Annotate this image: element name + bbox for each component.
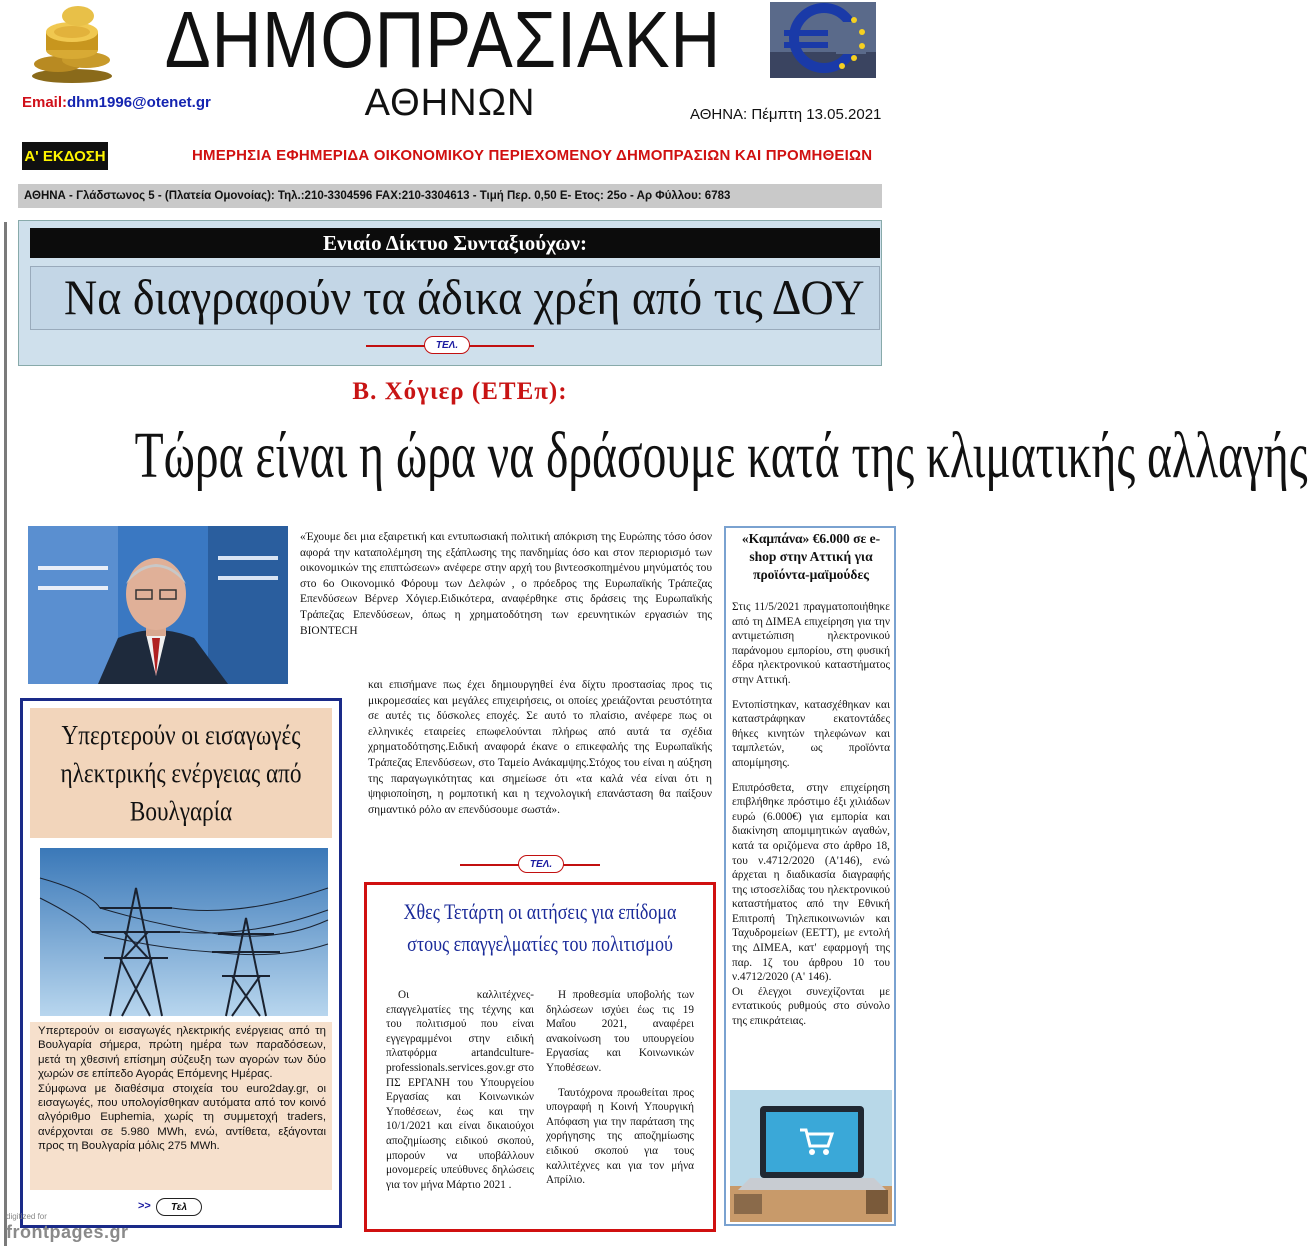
culture-headline: Χθες Τετάρτη οι αιτήσεις για επίδομα στους επαγγελματίες του πολιτισμού bbox=[403, 899, 677, 956]
newspaper-title: ΔΗΜΟΠΡΑΣΙΑΚΗ bbox=[164, 0, 722, 84]
right-body bbox=[732, 600, 890, 1039]
frontpages-watermark: frontpages.gr bbox=[6, 1222, 129, 1242]
right-paragraph: Εντοπίστηκαν, κατασχέθηκαν και καταστράφηκαν εκατοντάδες θήκες κινητών τηλεφώνων και ταμπλετών, ως προϊόντα απομίμησης. bbox=[732, 698, 890, 769]
lead-kicker: Ενιαίο Δίκτυο Συνταξιούχων: bbox=[30, 228, 880, 258]
culture-column-2 bbox=[546, 988, 694, 1188]
email-label: Email: bbox=[22, 94, 68, 111]
right-paragraph: Στις 11/5/2021 πραγματοποιήθηκε από τη ΔΙΜΕΑ επιχείρηση για την αντιμετώπιση ηλεκτρονικού παράνομου εμπορίου, στη φυσική έδρα ηλεκτρονικού καταστήματος στην Αττική. bbox=[732, 601, 890, 686]
newspaper-subtitle: ΑΘΗΝΩΝ bbox=[364, 82, 536, 124]
lead-headline: Να διαγραφούν τα άδικα χρέη από τις ΔΟΥ bbox=[64, 269, 865, 325]
culture-column-1 bbox=[386, 988, 534, 1192]
portrait-photo bbox=[28, 526, 288, 684]
second-end-marker: ΤΕΛ. bbox=[518, 855, 564, 873]
lead-end-marker: ΤΕΛ. bbox=[424, 336, 470, 354]
right-paragraph: Οι έλεγχοι συνεχίζονται με εντατικούς ρυθμούς στο σύνολο της επικράτειας. bbox=[732, 985, 890, 1028]
email-value: dhm1996@otenet.gr bbox=[67, 94, 211, 111]
second-kicker: Β. Χόγιερ (ΕΤΕπ): bbox=[352, 378, 568, 405]
right-headline: «Καμπάνα» €6.000 σε e-shop στην Αττική για προϊόντα-μαϊμούδες bbox=[741, 531, 881, 582]
energy-paragraph: Υπερτερούν οι εισαγωγές ηλεκτρικής ενέργειας από τη Βουλγαρία σήμερα, πρώτη ημέρα των παραδόσεων, μετά τη χθεσινή επίσημη σύζευξη των αγορών των δύο χωρών σε επίπεδο Αγοράς Επόμενης Ημέρας. bbox=[38, 1025, 326, 1081]
page-left-rule bbox=[4, 222, 7, 1246]
email-contact bbox=[22, 94, 211, 111]
issue-date: ΑΘΗΝΑ: Πέμπτη 13.05.2021 bbox=[690, 106, 882, 123]
second-paragraph-2: και επισήμανε πως έχει δημιουργηθεί ένα δίχτυ προστασίας προς τις μικρομεσαίες και μεγάλες επιχειρήσεις, οι οποίες χρειάζονται ρευστότητα σε αυτές τις δύσκολες εποχές. Σε αυτό το πλαίσιο, ανέφερε πως οι ελληνικές εταιρείες επωφελούνται πλήρως από αυτά τα σχέδια χρηματοδότησης.Ειδική αναφορά έκανε ο επικεφαλής της Ευρωπαϊκής Τράπεζας Επενδύσεων, στο Ταμείο Ανάκαμψης.Στόχος του είναι η αύξηση της παραγωγικότητας και σημείωσε ότι «τα καλά νέα είναι ότι η ψηφιοποίηση, η ρομποτική και η τεχνολογική επανάσταση θα παίξουν σημαντικό ρόλο αν επενδύσουμε σωστά». bbox=[368, 679, 712, 816]
energy-paragraph: Σύμφωνα με διαθέσιμα στοιχεία του euro2day.gr, οι εισαγωγές, που υπολογίσθηκαν αυτόματα από τον κοινό αλγόριθμο Euphemia, χωρίς τη συμμετοχή traders, ανέρχονται σε 5.980 MWh, ενώ, αντίθετα, εξάγονται προς τη Βουλγαρία μόλις 275 MWh. bbox=[38, 1082, 326, 1153]
second-headline: Τώρα είναι η ώρα να δράσουμε κατά της κλιματικής αλλαγής bbox=[134, 419, 1308, 492]
edition-badge: Α' ΕΚΔΟΣΗ bbox=[22, 142, 108, 170]
energy-headline: Υπερτερούν οι εισαγωγές ηλεκτρικής ενέργειας από Βουλγαρία bbox=[60, 720, 302, 826]
euro-logo bbox=[770, 2, 876, 78]
energy-continue-arrows: >> bbox=[138, 1200, 151, 1212]
digitized-label: digitized for bbox=[6, 1212, 47, 1221]
second-paragraph-1: «Έχουμε δει μια εξαιρετική και εντυπωσιακή πολιτική απόκριση της Ευρώπης τόσο όσον αφορά την καταπολέμηση της εξάπλωσης της πανδημίας όσο και στον περιορισμό των οικονομικών της επιπτώσεων» ανέφερε στην αρχή του βιντεοσκοπημένου μηνύματός του στο 6ο Οικονομικό Φόρουμ των Δελφών , ο πρόεδρος της Ευρωπαϊκής Τράπεζας Επενδύσεων Βέρνερ Χόγιερ.Ειδικότερα, αναφέρθηκε στις δράσεις της Ευρωπαϊκής Τράπεζας Επενδύσεων, όπως η χρηματοδότηση των ερευνητικών εργασιών της BIONTECH bbox=[300, 531, 712, 637]
power-pylons-photo bbox=[40, 848, 328, 1016]
culture-paragraph: Η προθεσμία υποβολής των δηλώσεων ισχύει έως τις 19 Μαΐου 2021, αναφέρει ανακοίνωση του υπουργείου Εργασίας και Κοινωνικών Υποθέσεων. bbox=[546, 989, 694, 1074]
culture-paragraph: Ταυτόχρονα προωθείται προς υπογραφή η Κοινή Υπουργική Απόφαση για την παράταση της χορήγησης της αποζημίωσης ειδικού σκοπού για τους καλλιτέχνες και για τον μήνα Απρίλιο. bbox=[546, 1086, 694, 1187]
publisher-info-bar: ΑΘΗΝΑ - Γλάδστωνος 5 - (Πλατεία Ομονοίας): Τηλ.:210-3304596 FAX:210-3304613 - Τιμή Περ. 0,50 Ε- Ετος: 25ο - Αρ Φύλλου: 6783 bbox=[18, 184, 882, 208]
newspaper-tagline: ΗΜΕΡΗΣΙΑ ΕΦΗΜΕΡΙΔΑ ΟΙΚΟΝΟΜΙΚΟΥ ΠΕΡΙΕΧΟΜΕΝΟΥ ΔΗΜΟΠΡΑΣΙΩΝ ΚΑΙ ΠΡΟΜΗΘΕΙΩΝ bbox=[192, 147, 873, 164]
gold-coins-logo bbox=[28, 2, 116, 84]
energy-body bbox=[38, 1024, 326, 1154]
laptop-eshop-photo bbox=[730, 1090, 892, 1222]
energy-end-marker: Τελ bbox=[156, 1198, 202, 1216]
culture-paragraph: Οι καλλιτέχνες- επαγγελματίες της τέχνης και του πολιτισμού που είναι εγγεγραμμένοι στην ειδική πλατφόρμα artandculture-professionals.services.gov.gr στο ΠΣ ΕΡΓΑΝΗ του Υπουργείου Εργασίας και Κοινωνικών Υποθέσεων, έως και την 10/1/2021 και είναι δικαιούχοι αποζημίωσης ειδικού σκοπού, μπορούν να υποβάλλουν μονομερείς υπεύθυνες δηλώσεις για τον μήνα Μάρτιο 2021 . bbox=[386, 989, 534, 1191]
right-paragraph: Επιπρόσθετα, στην επιχείρηση επιβλήθηκε πρόστιμο έξι χιλιάδων ευρώ (6.000€) για εμπορία και διακίνηση απομιμητικών αγαθών, κατά τα οριζόμενα στο άρθρο 18, του ν.4712/2020 (Α'146), ενώ άρχεται η διαδικασία διαγραφής της ιστοσελίδας του ηλεκτρονικού καταστήματος από την Εθνική Επιτροπή Τηλεπικοινωνιών και Ταχυδρομείων (ΕΕΤΤ), με εντολή της ΔΙΜΕΑ, κατ' εφαρμογή της παρ. 1ζ του άρθρου 10 του ν.4712/2020 (Α' 146). bbox=[732, 781, 890, 984]
